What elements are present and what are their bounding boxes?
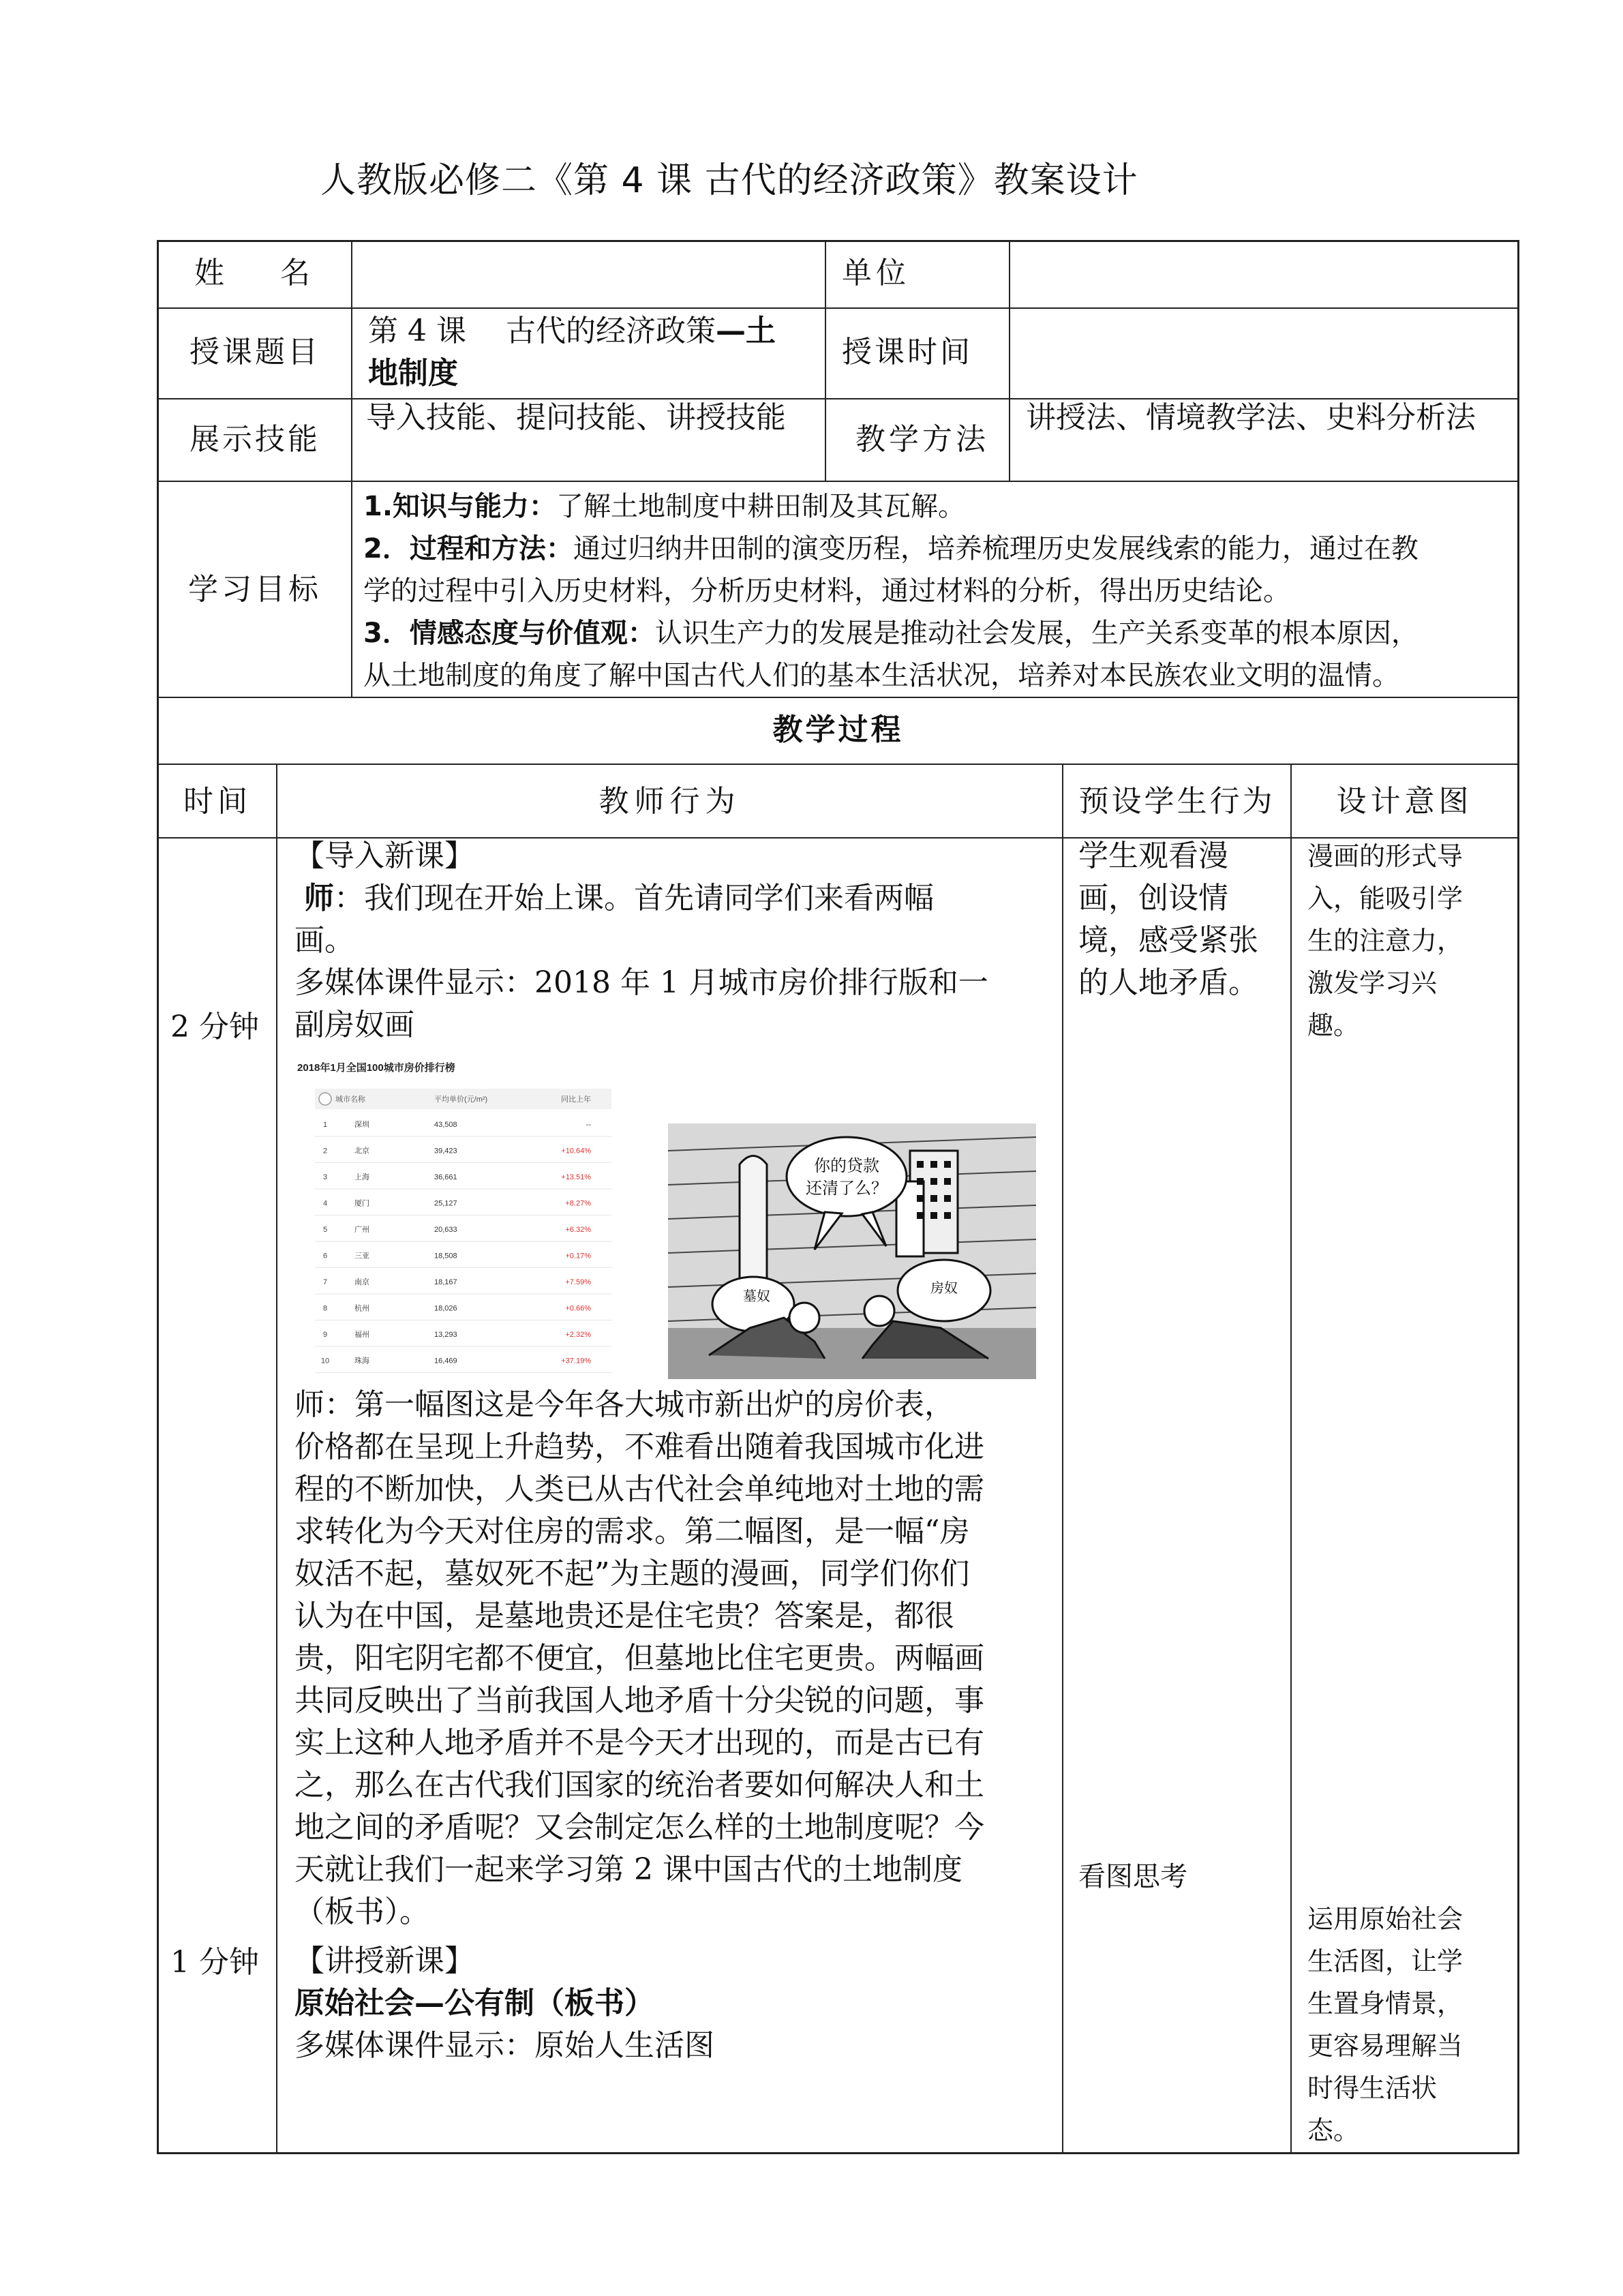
document-title: 人教版必修二《第 4 课 古代的经济政策》教案设计 xyxy=(320,160,1138,201)
explanation-line: （板书）。 xyxy=(294,1894,429,1929)
explanation-line: 师：第一幅图这是今年各大城市新出炉的房价表， xyxy=(294,1387,954,1422)
ranking-head-change: 同比上年 xyxy=(561,1096,591,1104)
intro-heading: 【导入新课】 xyxy=(294,839,474,873)
col-time-header: 时间 xyxy=(183,784,252,819)
cartoon-label-right: 房奴 xyxy=(930,1281,958,1296)
student-behavior-line: 画，创设情 xyxy=(1078,881,1228,916)
design-intent-line: 生置身情景， xyxy=(1307,1989,1463,2019)
design-intent-2 xyxy=(1307,1898,1512,2151)
table-border-right xyxy=(1517,240,1519,2154)
unit-value xyxy=(1010,252,1515,294)
topic-text-a: 第 4 课 古代的经济政策 xyxy=(368,314,716,348)
ranking-change: +13.51% xyxy=(561,1173,591,1181)
design-intent-line: 激发学习兴 xyxy=(1307,968,1438,998)
ranking-city: 厦门 xyxy=(354,1199,369,1208)
ranking-price: 36,661 xyxy=(434,1173,457,1181)
house-slave-cartoon xyxy=(668,1123,1036,1379)
table-border-left xyxy=(157,240,159,2154)
explanation-line: 求转化为今天对住房的需求。第二幅图，是一幅“房 xyxy=(294,1514,970,1549)
teacher-tag: 师 xyxy=(304,881,334,916)
explanation-line: 认为在中国，是墓地贵还是住宅贵？答案是，都很 xyxy=(294,1599,954,1633)
row-rule xyxy=(157,764,1519,765)
ranking-rank: 5 xyxy=(322,1226,328,1234)
explanation-line: 价格都在呈现上升趋势，不难看出随着我国城市化进 xyxy=(294,1430,984,1464)
unit-label: 单位 xyxy=(842,256,910,290)
explanation-line: 地之间的矛盾呢？又会制定怎么样的土地制度呢？今 xyxy=(294,1810,984,1845)
ranking-price: 13,293 xyxy=(434,1331,457,1339)
design-intent-line: 更容易理解当 xyxy=(1307,2031,1463,2061)
ranking-rank: 3 xyxy=(322,1173,328,1181)
ranking-change: +8.27% xyxy=(565,1199,591,1208)
student-behavior-line: 境，感受紧张 xyxy=(1078,923,1258,958)
design-intent-line: 运用原始社会 xyxy=(1307,1904,1463,1934)
ranking-city: 珠海 xyxy=(354,1357,369,1365)
cartoon-bubble-line2: 还清了么？ xyxy=(806,1179,888,1198)
time-label: 授课时间 xyxy=(842,335,973,369)
skills-value: 导入技能、提问技能、讲授技能 xyxy=(366,400,786,435)
design-intent-1 xyxy=(1307,835,1512,1046)
goal3-text-b: 从土地制度的角度了解中国古代人们的基本生活状况，培养对本民族农业文明的温情。 xyxy=(363,660,1399,691)
row-rule xyxy=(157,697,1519,698)
ranking-price: 25,127 xyxy=(434,1199,457,1208)
col-teacher-header: 教师行为 xyxy=(598,784,741,819)
col-rule xyxy=(1062,764,1063,2154)
goal2-head: 2．过程和方法： xyxy=(363,533,573,564)
ranking-rank: 2 xyxy=(322,1147,328,1155)
ranking-rank: 8 xyxy=(322,1304,328,1313)
student-behavior-line: 学生观看漫 xyxy=(1078,839,1228,873)
ranking-head-price: 平均单价(元/m²) xyxy=(434,1096,488,1104)
col-rule xyxy=(351,240,352,697)
col-rule xyxy=(276,764,277,2154)
cartoon-label-left: 墓奴 xyxy=(743,1289,770,1304)
student-behavior-1 xyxy=(1078,835,1286,1004)
ranking-change: +0.66% xyxy=(565,1304,591,1313)
ranking-rank: 6 xyxy=(322,1252,328,1260)
ranking-rank: 10 xyxy=(320,1357,330,1365)
cartoon-bubble-line1: 你的贷款 xyxy=(814,1157,879,1175)
design-intent-line: 入，能吸引学 xyxy=(1307,883,1463,913)
design-intent-line: 趣。 xyxy=(1307,1010,1360,1040)
ranking-change: +2.32% xyxy=(565,1331,591,1339)
design-intent-line: 态。 xyxy=(1307,2115,1360,2145)
explanation-line: 实上这种人地矛盾并不是今天才出现的，而是古已有 xyxy=(294,1725,984,1760)
goal1-text: 了解土地制度中耕田制及其瓦解。 xyxy=(556,491,966,522)
ranking-price: 18,508 xyxy=(434,1252,457,1260)
student-behavior-2: 看图思考 xyxy=(1078,1861,1187,1892)
explanation-line: 程的不断加快，人类已从古代社会单纯地对土地的需 xyxy=(294,1472,984,1507)
house-price-ranking-image xyxy=(294,1053,649,1387)
row-rule xyxy=(157,481,1519,482)
goal2-text-b: 学的过程中引入历史材料，分析历史材料，通过材料的分析，得出历史结论。 xyxy=(363,575,1290,607)
ranking-rank: 9 xyxy=(322,1331,328,1339)
topic-value xyxy=(368,310,825,395)
method-label: 教学方法 xyxy=(855,422,989,457)
goals-content xyxy=(363,485,1515,697)
ranking-city: 深圳 xyxy=(354,1121,369,1129)
topic-label: 授课题目 xyxy=(189,335,320,369)
teacher-intro xyxy=(294,835,1055,1046)
explanation-line: 奴活不起，墓奴死不起”为主题的漫画，同学们你们 xyxy=(294,1556,970,1591)
design-intent-line: 时得生活状 xyxy=(1307,2073,1438,2103)
ranking-change: +6.32% xyxy=(565,1226,591,1234)
col-rule xyxy=(825,240,826,481)
ranking-city: 广州 xyxy=(354,1226,369,1234)
name-label: 姓 名 xyxy=(194,256,316,290)
explanation-line: 贵，阳宅阴宅都不便宜，但墓地比住宅更贵。两幅画 xyxy=(294,1641,984,1676)
ranking-price: 43,508 xyxy=(434,1121,457,1129)
table-border-bottom xyxy=(157,2152,1519,2154)
ranking-price: 18,026 xyxy=(434,1304,457,1313)
ranking-city: 杭州 xyxy=(354,1304,369,1313)
col-intent-header: 设计意图 xyxy=(1336,784,1473,819)
method-value: 讲授法、情境教学法、史料分析法 xyxy=(1026,400,1476,435)
skills-label: 展示技能 xyxy=(189,422,320,457)
goal3-text-a: 认识生产力的发展是推动社会发展，生产关系变革的根本原因， xyxy=(654,618,1419,649)
time-2min: 2 分钟 xyxy=(170,1010,259,1044)
intro-line2: 画。 xyxy=(294,923,354,958)
ranking-price: 18,167 xyxy=(434,1278,457,1286)
process-heading: 教学过程 xyxy=(772,712,904,747)
ranking-change: +7.59% xyxy=(565,1278,591,1286)
design-intent-line: 生的注意力， xyxy=(1307,926,1463,956)
ranking-title: 2018年1月全国100城市房价排行榜 xyxy=(297,1062,455,1074)
ranking-city: 福州 xyxy=(354,1331,369,1339)
table-border-top xyxy=(157,240,1519,242)
goal2-text-a: 通过归纳井田制的演变历程，培养梳理历史发展线索的能力，通过在教 xyxy=(573,533,1419,564)
ranking-rank: 4 xyxy=(322,1199,328,1208)
ranking-change: +10.64% xyxy=(561,1147,591,1155)
design-intent-line: 漫画的形式导 xyxy=(1307,841,1463,871)
explanation-line: 之，那么在古代我们国家的统治者要如何解决人和土 xyxy=(294,1768,984,1802)
time-1min: 1 分钟 xyxy=(170,1945,259,1980)
ranking-change: +37.19% xyxy=(561,1357,591,1365)
media-primitive-line: 多媒体课件显示：原始人生活图 xyxy=(294,2028,714,2063)
ranking-rank: 7 xyxy=(322,1278,328,1286)
ranking-city: 北京 xyxy=(354,1147,369,1155)
goal3-head: 3．情感态度与价值观： xyxy=(363,618,655,649)
ranking-price: 20,633 xyxy=(434,1226,457,1234)
explanation-line: 天就让我们一起来学习第 2 课中国古代的土地制度 xyxy=(294,1852,962,1887)
col-student-header: 预设学生行为 xyxy=(1078,784,1275,819)
ranking-change: +0.17% xyxy=(565,1252,591,1260)
ranking-city: 上海 xyxy=(354,1173,369,1181)
teacher-explanation xyxy=(294,1384,1058,1933)
ranking-change: -- xyxy=(586,1121,591,1129)
explanation-line: 共同反映出了当前我国人地矛盾十分尖锐的问题，事 xyxy=(294,1683,984,1718)
ranking-price: 39,423 xyxy=(434,1147,457,1155)
design-intent-line: 生活图，让学 xyxy=(1307,1946,1463,1976)
topic-text-c: 地制度 xyxy=(368,356,458,391)
row-rule xyxy=(157,307,1519,309)
name-value xyxy=(352,252,823,294)
ranking-city: 南京 xyxy=(354,1278,369,1286)
ranking-price: 16,469 xyxy=(434,1357,457,1365)
media-line1: 多媒体课件显示：2018 年 1 月城市房价排行版和一 xyxy=(294,965,988,1000)
student-behavior-line: 的人地矛盾。 xyxy=(1078,965,1258,1000)
topic-text-b: —土 xyxy=(715,314,776,348)
intro-line1: ：我们现在开始上课。首先请同学们来看两幅 xyxy=(334,881,934,916)
lecture-heading: 【讲授新课】 xyxy=(294,1944,474,1978)
goals-label: 学习目标 xyxy=(188,572,322,607)
goal1-head: 1.知识与能力： xyxy=(363,491,557,522)
teacher-lecture xyxy=(294,1940,1055,2067)
ranking-city: 三亚 xyxy=(354,1252,369,1260)
time-value xyxy=(1010,331,1515,374)
col-rule xyxy=(1290,764,1292,2154)
ranking-head-city: 城市名称 xyxy=(335,1096,365,1104)
media-line2: 副房奴画 xyxy=(294,1008,414,1042)
ranking-rank: 1 xyxy=(322,1121,328,1129)
primitive-society-heading: 原始社会—公有制（板书） xyxy=(294,1986,654,2021)
